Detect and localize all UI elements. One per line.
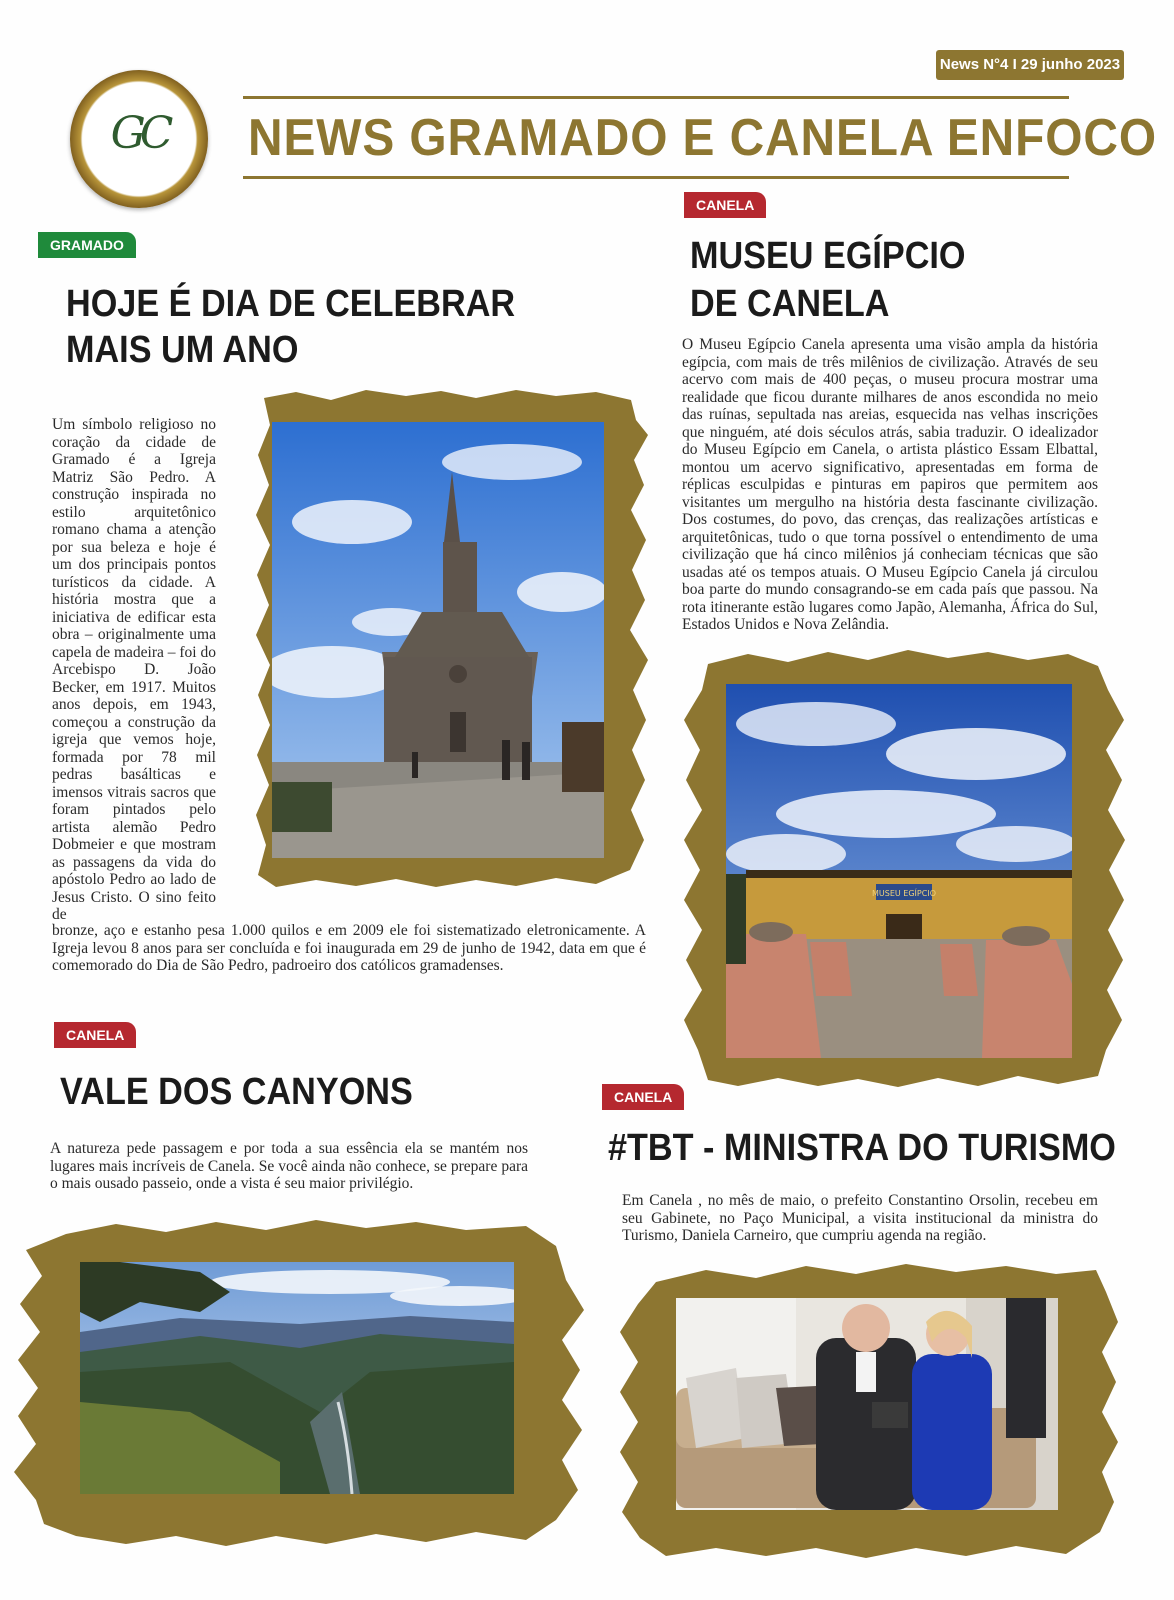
museu-photo [726, 684, 1072, 1058]
canyon-photo [80, 1262, 514, 1494]
church-photo [272, 422, 604, 858]
headline-museu-line1: MUSEU EGÍPCIO [690, 235, 966, 277]
masthead-rule-top [243, 96, 1069, 99]
article-gramado-body-column: Um símbolo religioso no coração da cidade de Gramado é a Igreja Matriz São Pedro. A construção inspirada no estilo arquitetônico romano chama a atenção por sua beleza e hoje é um dos principais pontos turísticos da cidade. A história mostra que a iniciativa de edificar esta obra – originalmente uma capela de madeira – foi do Arcebispo D. João Becker, em 1917. Muitos anos depois, em 1943, começou a construção da igreja que vemos hoje, formada por 78 mil pedras basálticas e imensos vitrais sacros que foram pintados pelo artista alemão Pedro Dobmeier e que mostram as passagens da vida do apóstolo Pedro ao lado de Jesus Cristo. O sino feito de [52, 416, 216, 923]
logo-monogram: GC [110, 108, 168, 159]
masthead-rule-bottom [243, 176, 1069, 179]
headline-museu-line2: DE CANELA [690, 283, 890, 325]
section-tag-museu: CANELA [684, 192, 766, 218]
headline-tbt: #TBT - MINISTRA DO TURISMO [608, 1127, 1116, 1169]
tbt-photo [676, 1298, 1058, 1510]
article-gramado-body-full: bronze, aço e estanho pesa 1.000 quilos e em 2009 ele foi sistematizado eletronicamente. A Igreja levou 8 anos para ser concluída e foi inaugurada em 29 de junho de 1942, data em que é comemorado do Dia de São Pedro, padroeiro dos católicos gramadenses. [52, 922, 646, 974]
section-tag-vale: CANELA [54, 1022, 136, 1048]
headline-vale: VALE DOS CANYONS [60, 1071, 413, 1113]
headline-gramado-line2: MAIS UM ANO [66, 329, 299, 371]
article-tbt-body: Em Canela , no mês de maio, o prefeito Constantino Orsolin, recebeu em seu Gabinete, no Paço Municipal, a visita institucional da ministra do Turismo, Daniela Carneiro, que cumpriu agenda na região. [622, 1192, 1098, 1244]
masthead-title: NEWS GRAMADO E CANELA ENFOCO [248, 109, 1158, 167]
issue-badge: News N°4 I 29 junho 2023 [936, 50, 1124, 80]
section-tag-gramado: GRAMADO [38, 232, 136, 258]
section-tag-tbt: CANELA [602, 1084, 684, 1110]
headline-gramado-line1: HOJE É DIA DE CELEBRAR [66, 283, 516, 325]
article-vale-body: A natureza pede passagem e por toda a sua essência ela se mantém nos lugares mais incríveis de Canela. Se você ainda não conhece, se prepare para o mais ousado passeio, onde a vista é seu maior privilégio. [50, 1140, 528, 1192]
logo [70, 70, 208, 208]
museu-sign: MUSEU EGÍPCIO [872, 889, 936, 898]
article-museu-body: O Museu Egípcio Canela apresenta uma visão ampla da história egípcia, com mais de três milênios de civilização. Através de seu acervo com mais de 400 peças, o museu procura mostrar uma realidade que ficou durante milhares de anos escondida no meio das ruínas, sepultada nas areias, esquecida nas velhas inscrições que ninguém, até dois séculos atrás, sabia traduzir. O idealizador do Museu Egípcio em Canela, o artista plástico Essam Elbattal, montou um acervo significativo, apresentadas em forma de réplicas esculpidas e pinturas em papiros que permitem aos visitantes um mergulho na história desta fascinante civilização. Dos costumes, do povo, das crenças, das realizações artísticas e arquitetônicas, tudo o que torna possível o entendimento de uma civilização que há cinco milênios já conheciam técnicas que são usadas até os tempos atuais. O Museu Egípcio Canela já circulou boa parte do mundo consagrando-se em cada país que passou. Na rota itinerante estão lugares como Japão, Alemanha, África do Sul, Estados Unidos e Nova Zelândia. [682, 336, 1098, 633]
